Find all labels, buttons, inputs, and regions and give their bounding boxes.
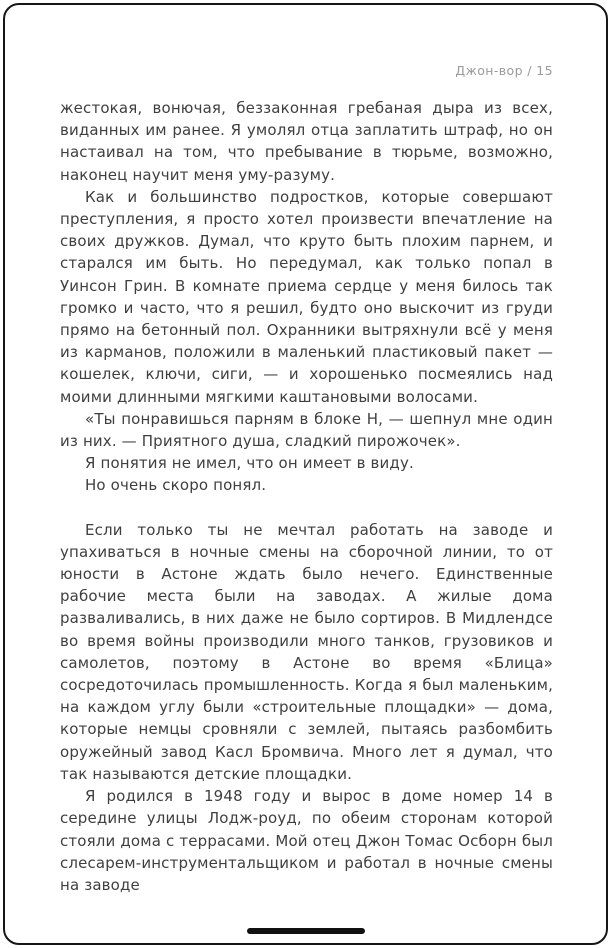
paragraph: «Ты понравишься парням в блоке Н, — шепнул мне один из них. — Приятного душа, сладкий пирожочек».	[60, 409, 553, 451]
paragraph: Я родился в 1948 году и вырос в доме номер 14 в середине улицы Лодж-роуд, по обеим сторонам которой стояли дома с террасами. Мой отец Джон Томас Осборн был слесарем-инструментальщиком и работал в ночные смены на заводе	[60, 787, 553, 894]
page-frame	[3, 3, 608, 945]
body-text	[60, 97, 553, 896]
section-break	[60, 497, 553, 519]
paragraph: Но очень скоро понял.	[85, 476, 267, 495]
paragraph: жестокая, вонючая, беззаконная гребаная дыра из всех, виданных им ранее. Я умолял отца заплатить штраф, но он настаивал на том, что пребывание в тюрьме, возможно, наконец научит меня уму-разуму.	[60, 99, 553, 184]
paragraph: Как и большинство подростков, которые совершают преступления, я просто хотел произвести впечатление на своих дружков. Думал, что круто быть плохим парнем, и старался им быть. Но передумал, как только попал в Уинсон Грин. В комнате приема сердце у меня билось так громко и часто, что я решил, будто оно выскочит из груди прямо на бетонный пол. Охранники вытряхнули всё у меня из карманов, положили в маленький пластиковый пакет — кошелек, ключи, сиги, — и хорошенько посмеялись над моими длинными мягкими каштановыми волосами.	[60, 187, 553, 406]
progress-indicator-bar	[247, 928, 365, 934]
paragraph: Я понятия не имел, что он имеет в виду.	[85, 454, 414, 473]
paragraph: Если только ты не мечтал работать на заводе и упахиваться в ночные смены на сборочной линии, то от юности в Астоне ждать было нечего. Единственные рабочие места были на заводах. А жилые дома разваливались, в них даже не было сортиров. В Мидлендсе во время войны производили много танков, грузовиков и самолетов, поэтому в Астоне во время «Блица» сосредоточилась промышленность. Когда я был маленьким, на каждом углу были «строительные площадки» — дома, которые немцы сровняли с землей, пытаясь разбомбить оружейный завод Касл Бромвича. Много лет я думал, что так называются детские площадки.	[60, 520, 553, 783]
running-header	[60, 63, 553, 78]
chapter-title-and-page-number: Джон-вор / 15	[455, 63, 553, 78]
